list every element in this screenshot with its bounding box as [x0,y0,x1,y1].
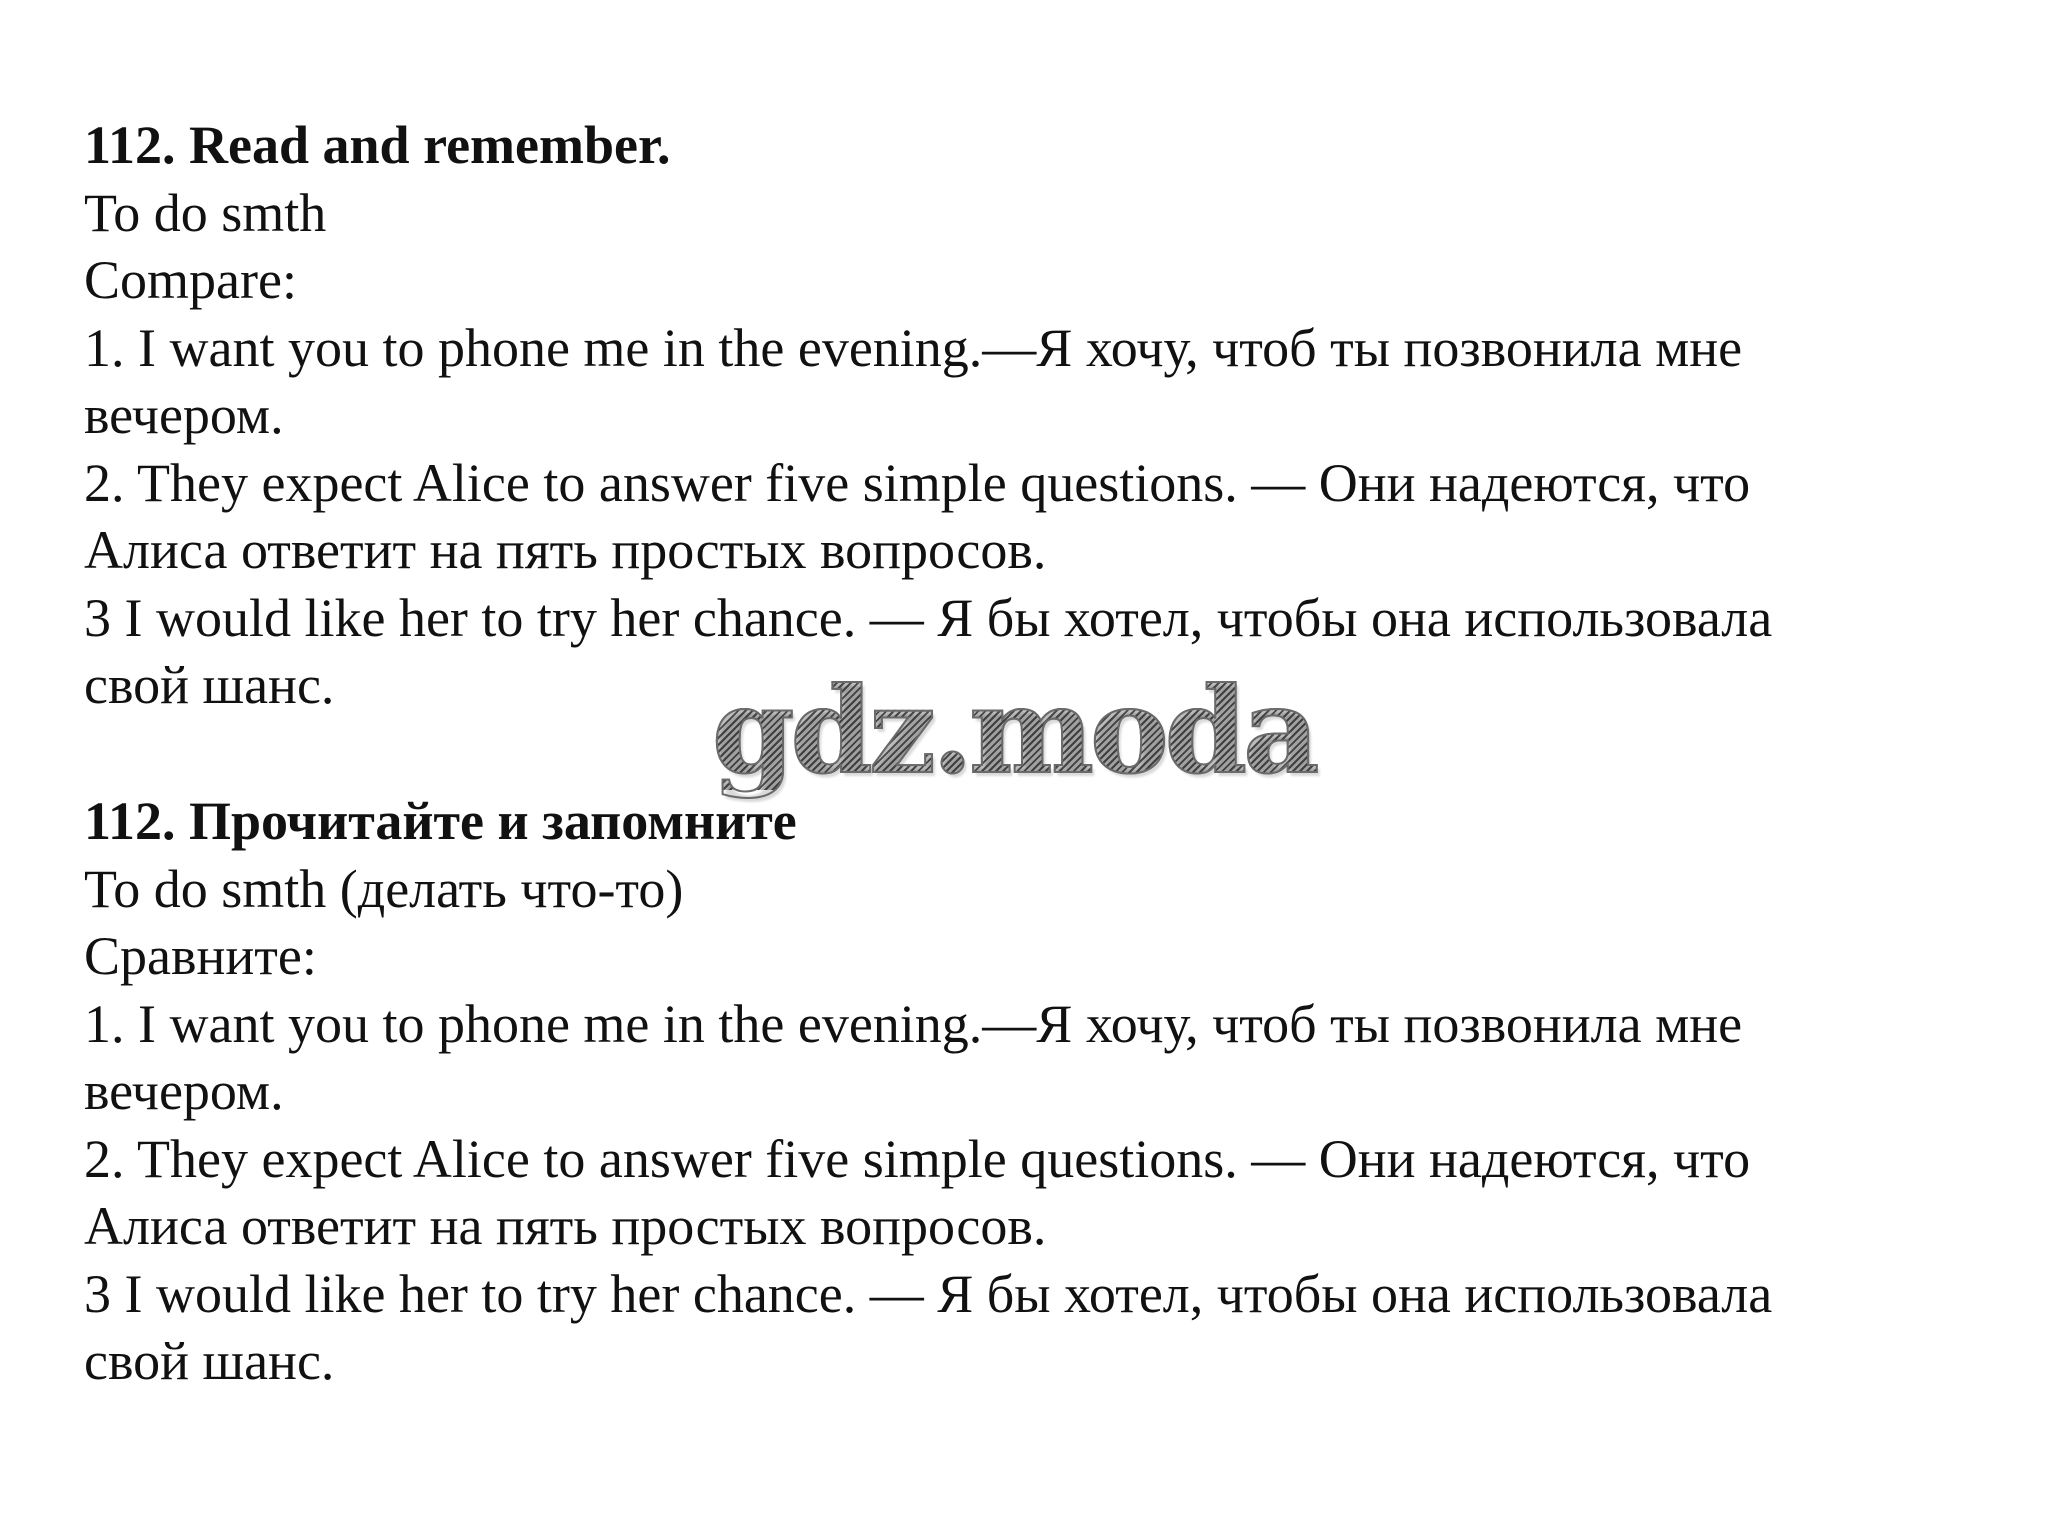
text-line: свой шанс. [84,1331,335,1391]
text-line: 2. They expect Alice to answer five simple questions. — Они надеются, что [84,1128,1751,1189]
text-line: To do smth (делать что-то) [84,858,684,919]
exercise-heading-en: 112. Read and remember. [84,115,671,175]
text-line: 1. I want you to phone me in the evening.—Я хочу, чтоб ты позвонила мне [84,993,1743,1054]
exercise-heading-ru: 112. Прочитайте и запомните [84,791,797,851]
text-line: 3 I would like her to try her chance. — Я бы хотел, чтобы она использовала [84,1263,1773,1324]
text-line: 1. I want you to phone me in the evening.—Я хочу, чтоб ты позвонила мне [84,317,1743,378]
text-line: To do smth [84,182,327,243]
text-line: Сравните: [84,926,317,986]
text-line: вечером. [84,1061,284,1121]
text-line: 2. They expect Alice to answer five simple questions. — Они надеются, что [84,452,1751,513]
text-line: Алиса ответит на пять простых вопросов. [84,1196,1047,1256]
text-line: свой шанс. [84,655,335,715]
english-section [84,112,1772,720]
text-line: вечером. [84,385,284,445]
russian-section [84,788,1772,1396]
text-line: 3 I would like her to try her chance. — Я бы хотел, чтобы она использовала [84,587,1773,648]
text-line: Алиса ответит на пять простых вопросов. [84,520,1047,580]
text-line: Compare: [84,250,297,310]
watermark-logo: gdz.moda [712,661,1316,800]
